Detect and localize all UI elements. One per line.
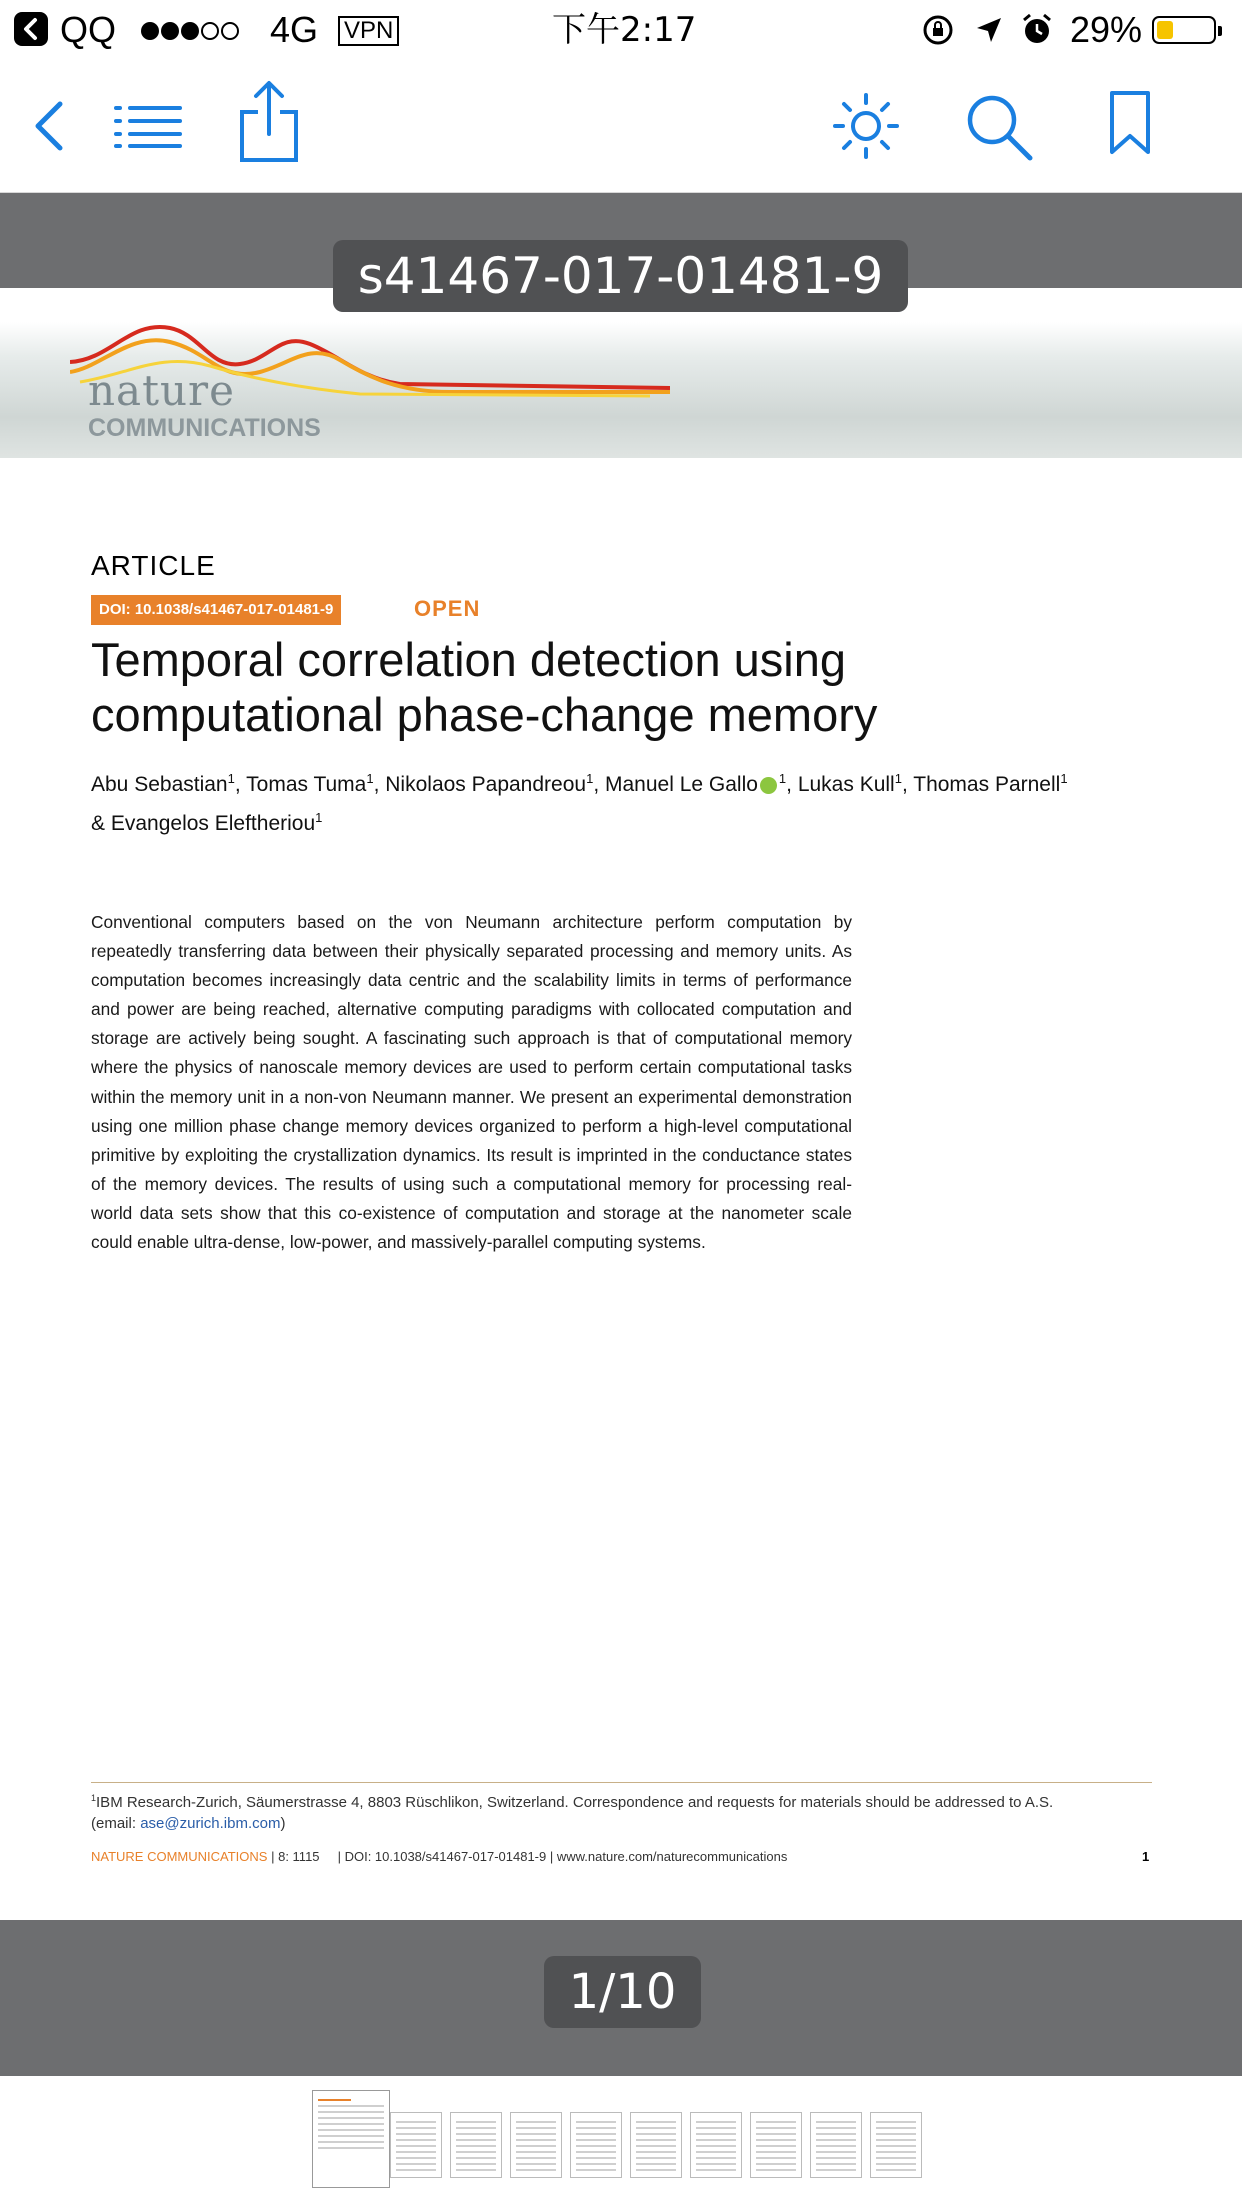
chevron-left-icon[interactable]: [30, 98, 70, 159]
page-thumbnail[interactable]: [510, 2112, 562, 2178]
orcid-icon[interactable]: [760, 777, 777, 794]
doi-badge[interactable]: DOI: 10.1038/s41467-017-01481-9: [91, 595, 341, 625]
title-line-2: computational phase-change memory: [91, 688, 878, 741]
journal-logo-top: nature: [88, 366, 235, 415]
page-thumbnail[interactable]: [630, 2112, 682, 2178]
reader-toolbar: [0, 62, 1242, 193]
back-app-label[interactable]: QQ: [60, 9, 117, 50]
pdf-page[interactable]: [0, 288, 1242, 1920]
bookmark-icon[interactable]: [1108, 90, 1152, 161]
search-icon[interactable]: [964, 92, 1034, 167]
journal-logo-bottom: COMMUNICATIONS: [88, 414, 321, 442]
author: Nikolaos Papandreou$^1$,: [385, 771, 605, 796]
vpn-badge: VPN: [338, 16, 399, 46]
footnote-rule: [91, 1782, 1152, 1783]
alarm-icon: [1020, 12, 1054, 51]
journal-header: [0, 322, 1242, 458]
page-thumbnail[interactable]: [870, 2112, 922, 2178]
battery-icon: [1152, 16, 1216, 44]
author: Manuel Le Gallo $^1$,: [604, 771, 798, 796]
table-of-contents-icon[interactable]: [114, 104, 182, 153]
location-arrow-icon: [974, 15, 1004, 50]
document-filename: s41467-017-01481-9: [333, 240, 908, 312]
thumbnail-strip[interactable]: [0, 2076, 1242, 2208]
affiliation: $^1$IBM Research-Zurich, Säumerstrasse 4, 8803 Rüschlikon, Switzerland. Correspondence and requests for materials should be addressed to A.S. (email: ase@zurich.ibm.com): [91, 1793, 1054, 1832]
brightness-icon[interactable]: [832, 92, 900, 165]
page-thumbnail[interactable]: [690, 2112, 742, 2178]
author: Thomas Parnell$^1$: [913, 771, 1068, 796]
abstract: Conventional computers based on the von Neumann architecture perform computation by repeatedly transferring data between their physically separated processing and memory units. As computation becomes increasingly data centric and the scalability limits in terms of performance and power are being reached, alternative computing paradigms with collocated computation and storage are actively being sought. A fascinating such approach is that of computational memory where the physics of nanoscale memory devices are used to perform certain computational tasks within the memory unit in a non-von Neumann manner. We present an experimental demonstration using one million phase change memory devices organized to perform a high-level computational primitive by exploiting the crystallization dynamics. Its result is imprinted in the conductance states of the memory devices. The results of using such a computational memory for processing real-world data sets show that this co-existence of computation and storage at the nanometer scale could enable ultra-dense, low-power, and massively-parallel computing systems.: [91, 912, 852, 1253]
battery-percentage: 29%: [1070, 9, 1143, 50]
page-thumbnail[interactable]: [450, 2112, 502, 2178]
open-access-label: OPEN: [414, 596, 481, 621]
page-number: 1: [1142, 1849, 1150, 1864]
page-thumbnail[interactable]: [750, 2112, 802, 2178]
author: Abu Sebastian$^1$,: [91, 771, 247, 796]
title-line-1: Temporal correlation detection using: [91, 633, 847, 686]
article-type: ARTICLE: [91, 550, 216, 581]
status-bar: [0, 0, 1242, 62]
page-footer: NATURE COMMUNICATIONS | 8: 1115 | DOI: 10.1038/s41467-017-01481-9 | www.nature.com/naturecommunications: [91, 1849, 788, 1864]
author: & Evangelos Eleftheriou$^1$: [91, 810, 323, 835]
page-thumbnail[interactable]: [570, 2112, 622, 2178]
page-indicator: 1/10: [544, 1956, 701, 2028]
email-link[interactable]: ase@zurich.ibm.com: [140, 1815, 281, 1832]
status-time: 下午2:17: [552, 10, 697, 50]
battery-fill: [1157, 21, 1173, 39]
author: Tomas Tuma$^1$,: [246, 771, 386, 796]
back-to-app-icon[interactable]: [14, 12, 48, 46]
signal-strength-icon: [140, 20, 240, 47]
page-thumbnail[interactable]: [312, 2090, 390, 2188]
rotation-lock-icon: [922, 14, 954, 51]
page-thumbnail[interactable]: [390, 2112, 442, 2178]
network-type: 4G: [270, 9, 319, 50]
author: Lukas Kull$^1$,: [797, 771, 914, 796]
share-icon[interactable]: [238, 80, 300, 169]
page-thumbnail[interactable]: [810, 2112, 862, 2178]
author-list: [91, 762, 1141, 840]
article-title: [91, 632, 1091, 742]
